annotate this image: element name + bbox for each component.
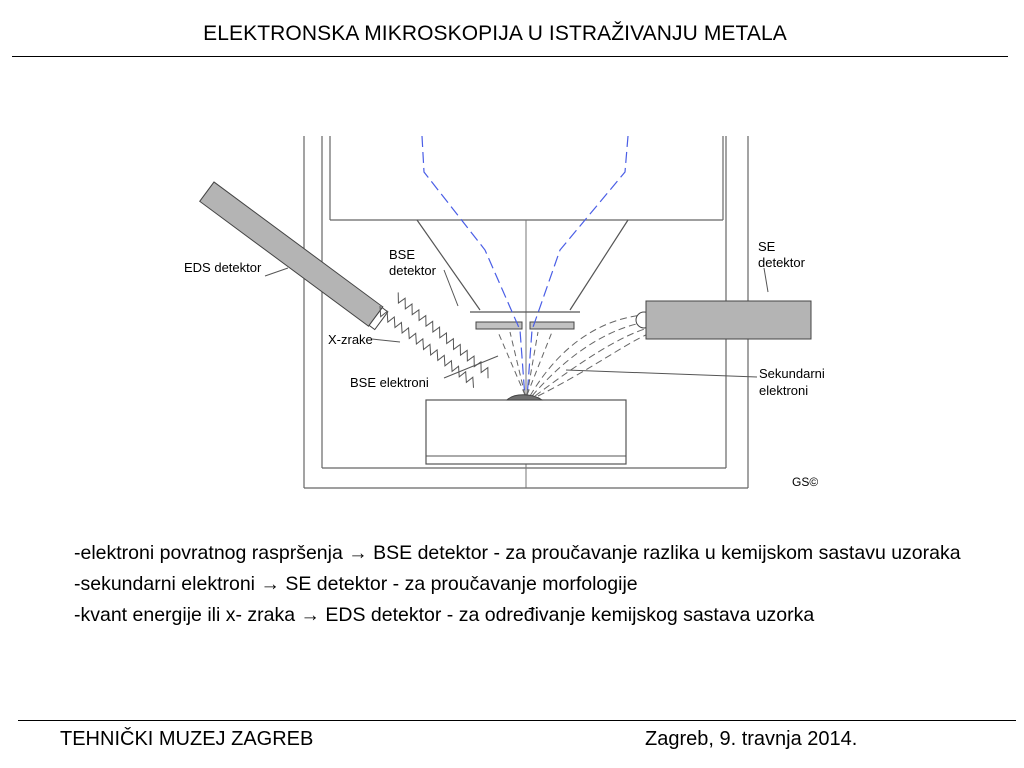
- eds-detector-label: EDS detektor: [184, 260, 262, 275]
- footer-date: Zagreb, 9. travnja 2014.: [645, 728, 858, 750]
- eds-detector: [200, 182, 389, 330]
- bse-detector-label-1: BSE: [389, 247, 416, 262]
- header-divider: [12, 56, 1008, 57]
- bse-detector-plates: [476, 322, 574, 329]
- arrow-icon: →: [260, 573, 280, 595]
- bse-electrons-label: BSE elektroni: [350, 375, 429, 390]
- bullet-item: -kvant energije ili x- zraka → EDS detektor - za određivanje kemijskog sastava uzorka: [74, 604, 815, 626]
- sem-diagram: [180, 130, 840, 500]
- page-title: ELEKTRONSKA MIKROSKOPIJA U ISTRAŽIVANJU METALA: [203, 22, 787, 45]
- secondary-electrons-label-1: Sekundarni: [759, 366, 825, 381]
- bse-detector-label-2: detektor: [389, 263, 436, 278]
- se-detector: [636, 301, 811, 339]
- arrow-icon: →: [348, 542, 368, 564]
- footer-institution: TEHNIČKI MUZEJ ZAGREB: [60, 728, 314, 750]
- arrow-icon: →: [300, 604, 320, 626]
- secondary-electrons-label-2: elektroni: [759, 383, 809, 398]
- bse-detector-funnel: [417, 220, 628, 312]
- bullet-item: -sekundarni elektroni → SE detektor - za proučavanje morfologije: [74, 573, 638, 595]
- x-ray-paths: [375, 292, 493, 387]
- x-ray-label: X-zrake: [328, 332, 373, 347]
- se-detector-label-2: detektor: [758, 255, 805, 270]
- se-detector-label-1: SE: [758, 239, 776, 254]
- bullet-list: [74, 538, 974, 631]
- sample-stage: [426, 395, 626, 464]
- bullet-item: -elektroni povratnog raspršenja → BSE detektor - za proučavanje razlika u kemijskom sastavu uzoraka: [74, 542, 961, 564]
- copyright-mark: GS©: [792, 475, 819, 489]
- bse-electron-paths: [498, 332, 552, 395]
- footer-divider: [18, 720, 1016, 721]
